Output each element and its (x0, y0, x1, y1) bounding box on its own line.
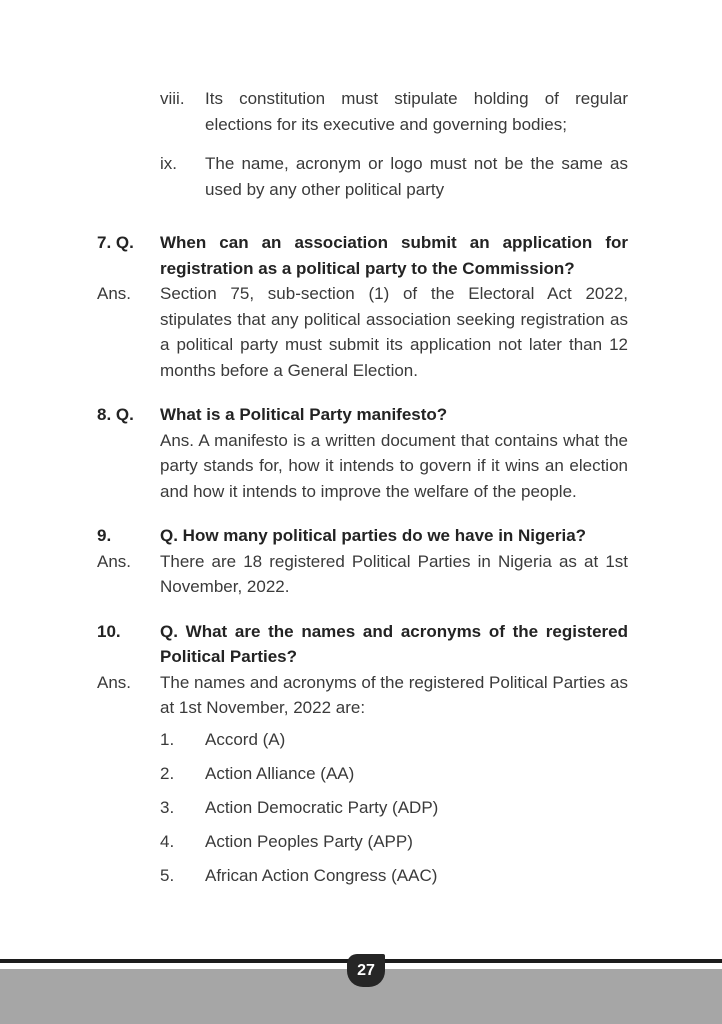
question-number: 7. Q. (97, 233, 134, 252)
answer-text: Section 75, sub-section (1) of the Electoral Act 2022, stipulates that any political association seeking registration as a political party must submit its application not later than 12 months before a General Election. (160, 284, 628, 380)
question-row (97, 523, 628, 549)
answer-text: The names and acronyms of the registered Political Parties as at 1st November, 2022 are: (160, 672, 628, 717)
list-item (97, 151, 628, 202)
answer-row (97, 428, 628, 505)
list-marker: ix. (160, 154, 177, 173)
question-text: When can an association submit an application for registration as a political party to the Commission? (160, 233, 628, 278)
answer-label: Ans. (97, 551, 132, 571)
party-list-item (97, 761, 628, 787)
list-marker: 3. (160, 797, 175, 817)
list-marker: 5. (160, 865, 175, 885)
qa-block-8 (97, 402, 628, 504)
question-text: Q. How many political parties do we have in Nigeria? (160, 526, 587, 545)
party-name: Action Peoples Party (APP) (205, 831, 413, 851)
party-list-item (97, 727, 628, 753)
answer-label: Ans. (97, 672, 132, 692)
list-marker: viii. (160, 89, 185, 108)
question-number: 9. (97, 526, 112, 545)
party-name: Action Democratic Party (ADP) (205, 797, 439, 817)
party-name: Action Alliance (AA) (205, 763, 355, 783)
qa-block-10 (97, 619, 628, 721)
list-marker: 1. (160, 729, 175, 749)
question-number: 8. Q. (97, 405, 134, 424)
question-number: 10. (97, 621, 121, 641)
party-list-item (97, 829, 628, 855)
party-list-item (97, 795, 628, 821)
party-name: African Action Congress (AAC) (205, 865, 438, 885)
question-row (97, 402, 628, 428)
answer-label: Ans. (97, 284, 132, 303)
list-marker: 4. (160, 831, 175, 851)
question-text: Q. What are the names and acronyms of the registered Political Parties? (160, 621, 628, 666)
qa-block-9 (97, 523, 628, 600)
list-marker: 2. (160, 763, 175, 783)
answer-row (97, 670, 628, 721)
party-list-item (97, 863, 628, 889)
qa-block-7 (97, 230, 628, 383)
list-text: Its constitution must stipulate holding of regular elections for its executive and governing bodies; (205, 89, 628, 134)
question-row (97, 230, 628, 281)
party-name: Accord (A) (205, 729, 286, 749)
list-item (97, 86, 628, 137)
page-number-badge: 27 (347, 954, 385, 987)
answer-row (97, 549, 628, 600)
answer-text: Ans. A manifesto is a written document that contains what the party stands for, how it intends to govern if it wins an election and how it intends to improve the welfare of the people. (160, 430, 628, 501)
question-text: What is a Political Party manifesto? (160, 405, 448, 424)
answer-row (97, 281, 628, 383)
list-text: The name, acronym or logo must not be the same as used by any other political party (205, 154, 628, 199)
question-row (97, 619, 628, 670)
answer-text: There are 18 registered Political Parties in Nigeria as at 1st November, 2022. (160, 551, 628, 596)
